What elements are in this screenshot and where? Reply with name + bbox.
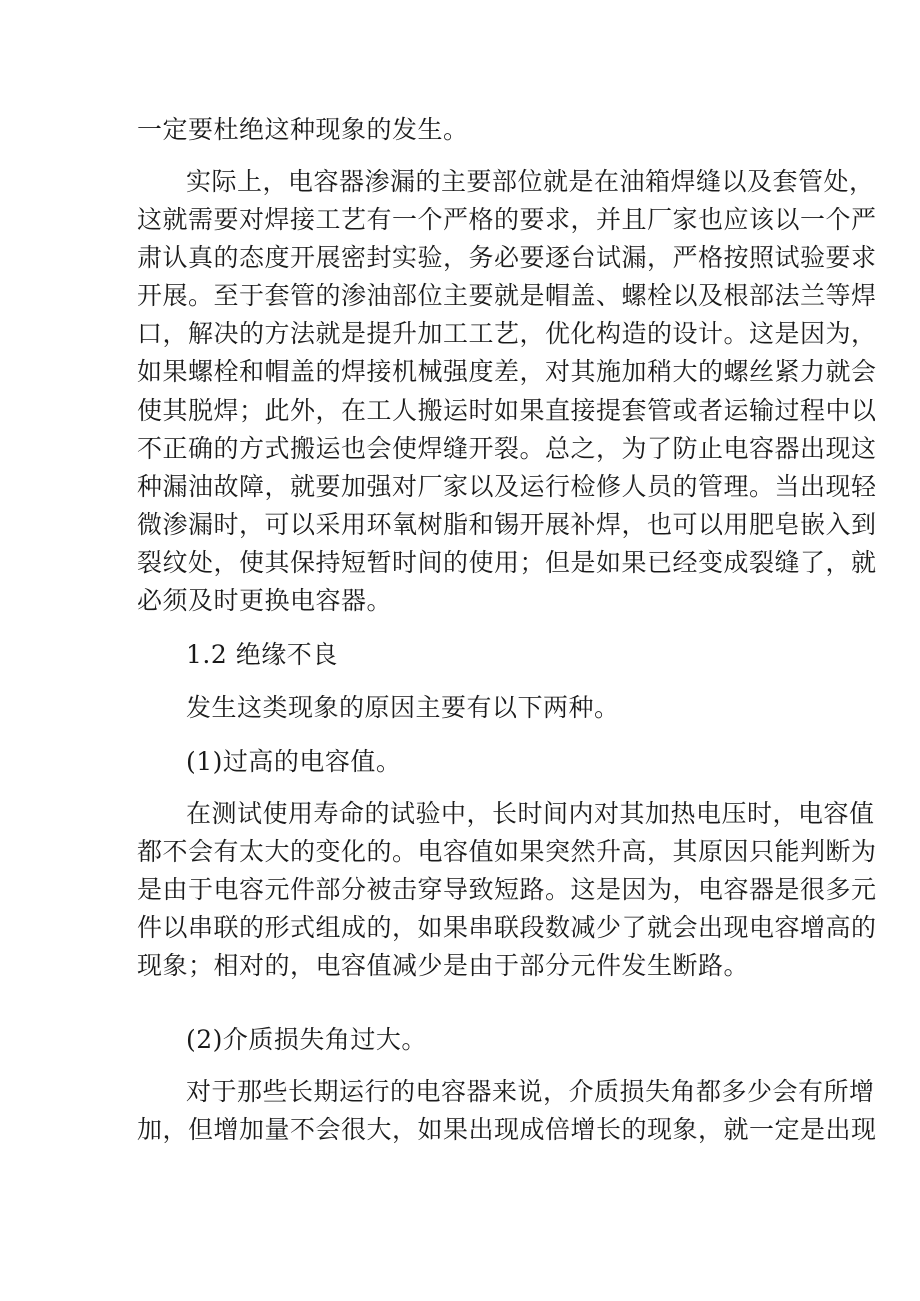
paragraph-line: 开展。至于套管的渗油部位主要就是帽盖、螺栓以及根部法兰等焊 [137, 281, 877, 310]
paragraph-line: 肃认真的态度开展密封实验，务必要逐台试漏，严格按照试验要求 [137, 243, 877, 272]
subsection-heading: (1)过高的电容值。 [186, 747, 402, 776]
section-heading: 1.2 绝缘不良 [186, 640, 338, 669]
paragraph-line: 都不会有太大的变化的。电容值如果突然升高，其原因只能判断为 [137, 837, 877, 866]
paragraph-line: 发生这类现象的原因主要有以下两种。 [186, 693, 620, 722]
paragraph-line: 是由于电容元件部分被击穿导致短路。这是因为，电容器是很多元 [137, 875, 877, 904]
paragraph-line: 口，解决的方法就是提升加工工艺，优化构造的设计。这是因为， [137, 319, 877, 348]
paragraph-line: 使其脱焊；此外，在工人搬运时如果直接提套管或者运输过程中以 [137, 396, 877, 425]
paragraph-line: 种漏油故障，就要加强对厂家以及运行检修人员的管理。当出现轻 [137, 472, 877, 501]
paragraph-line: 实际上，电容器渗漏的主要部位就是在油箱焊缝以及套管处， [186, 167, 875, 196]
paragraph-line: 现象；相对的，电容值减少是由于部分元件发生断路。 [137, 951, 750, 980]
paragraph-line: 裂纹处，使其保持短暂时间的使用；但是如果已经变成裂缝了，就 [137, 548, 877, 577]
subsection-heading: (2)介质损失角过大。 [186, 1025, 427, 1054]
paragraph-line: 一定要杜绝这种现象的发生。 [137, 115, 469, 144]
paragraph-line: 不正确的方式搬运也会使焊缝开裂。总之，为了防止电容器出现这 [137, 434, 877, 463]
paragraph-line: 在测试使用寿命的试验中，长时间内对其加热电压时，电容值 [186, 799, 875, 828]
paragraph-line: 对于那些长期运行的电容器来说，介质损失角都多少会有所增 [186, 1077, 875, 1106]
paragraph-line: 必须及时更换电容器。 [137, 586, 393, 615]
paragraph-line: 件以串联的形式组成的，如果串联段数减少了就会出现电容增高的 [137, 913, 877, 942]
paragraph-line: 微渗漏时，可以采用环氧树脂和锡开展补焊，也可以用肥皂嵌入到 [137, 510, 877, 539]
paragraph-line: 如果螺栓和帽盖的焊接机械强度差，对其施加稍大的螺丝紧力就会 [137, 357, 877, 386]
paragraph-line: 加，但增加量不会很大，如果出现成倍增长的现象，就一定是出现 [137, 1115, 877, 1144]
paragraph-line: 这就需要对焊接工艺有一个严格的要求，并且厂家也应该以一个严 [137, 205, 877, 234]
